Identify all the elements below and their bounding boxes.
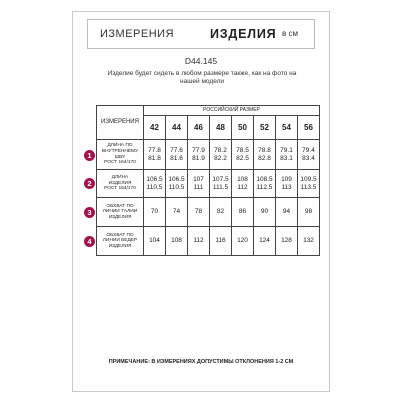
table-cell [188,140,210,170]
row-number-badge-4: 4 [84,236,95,247]
table-cell [298,170,320,198]
table-cell [254,170,276,198]
cell-value: 108.5 [256,176,273,183]
size-header: 50 [232,116,254,140]
size-header: 56 [298,116,320,140]
cell-value: 111.5 [212,183,229,191]
cell-value: 108 [237,176,248,183]
row-label [97,227,144,256]
cell-value: 82.8 [258,154,271,162]
row-label-line: ВНУТРЕННЕМУ [101,148,139,154]
table-cell: 108 [166,227,188,256]
table-row [97,140,320,170]
cell-value: 82.5 [236,154,249,162]
cell-value: 78.8 [258,147,271,154]
row-number-badge-3: 3 [84,207,95,218]
table-cell: 104 [144,227,166,256]
row-label-line: ДЛИНА [111,175,129,181]
row-label-line: ЛИНИИ БЕДЕР [102,238,138,244]
cell-value: 83.1 [280,154,293,162]
cell-value: 107.5 [212,176,229,183]
row-label-line: ЛИНИИ ТАЛИИ [102,209,138,215]
row-number-badge-2: 2 [84,178,95,189]
table-cell [210,140,232,170]
row-label-line: ИЗДЕЛИЯ [108,214,132,220]
table-cell: 132 [298,227,320,256]
row-label-line: РОСТ 164/170 [104,160,136,166]
cell-value: 109 [281,176,292,183]
size-header: 44 [166,116,188,140]
cell-value: 79.1 [280,147,293,154]
size-header: 46 [188,116,210,140]
row-label-line: РОСТ 164/170 [104,186,136,192]
table-cell [298,140,320,170]
fit-note [93,70,311,86]
table-cell: 116 [210,227,232,256]
cell-value: 81.9 [192,154,205,162]
cell-value: 112 [237,183,248,191]
article-number: D44.145 [184,56,218,66]
cell-value: 81.6 [170,154,183,162]
cell-value: 106.5 [146,176,163,183]
table-cell: 90 [254,198,276,227]
title-units: в см [282,29,298,38]
table-cell [144,140,166,170]
title-bar [87,19,315,49]
table-cell [144,170,166,198]
table-cell [166,170,188,198]
size-header: 54 [276,116,298,140]
tolerance-note: ПРИМЕЧАНИЕ: В ИЗМЕРЕНИЯХ ДОПУСТИМЫ ОТКЛОНЕНИЯ 1-2 СМ [108,359,294,365]
table-row [97,198,320,227]
table-cell [254,140,276,170]
row-label-line: ДЛИНА ПО [107,143,133,149]
table-cell [232,140,254,170]
region-header: РОССИЙСКИЙ РАЗМЕР [144,106,320,116]
fit-note-line-2: нашей модели [179,78,225,85]
table-cell: 128 [276,227,298,256]
table-cell [232,170,254,198]
cell-value: 77.9 [192,147,205,154]
row-label-line: ОБХВАТ ПО [106,203,134,209]
table-row [97,227,320,256]
cell-value: 110.5 [168,183,185,191]
cell-value: 83.4 [302,154,315,162]
row-label [97,170,144,198]
row-label-line: ИЗДЕЛИЯ [108,180,132,186]
size-header: 42 [144,116,166,140]
table-cell: 86 [232,198,254,227]
size-chart-page [72,11,330,392]
table-cell: 74 [166,198,188,227]
row-label [97,198,144,227]
table-cell: 124 [254,227,276,256]
size-header: 48 [210,116,232,140]
cell-value: 113.5 [300,183,317,191]
size-header: 52 [254,116,276,140]
row-label [97,140,144,170]
table-cell: 120 [232,227,254,256]
title-measurements: ИЗМЕРЕНИЯ [100,28,175,40]
table-cell [276,140,298,170]
row-label-line: ОБХВАТ ПО [106,232,134,238]
table-cell [188,170,210,198]
cell-value: 106.5 [168,176,185,183]
cell-value: 78.5 [236,147,249,154]
table-cell [276,170,298,198]
cell-value: 77.8 [148,147,161,154]
cell-value: 79.4 [302,147,315,154]
cell-value: 113 [281,183,292,191]
row-label-line: ИЗДЕЛИЯ [108,243,132,249]
corner-header: ИЗМЕРЕНИЯ [97,106,144,140]
table-cell: 70 [144,198,166,227]
cell-value: 78.2 [214,147,227,154]
table-row [97,170,320,198]
cell-value: 110.5 [146,183,163,191]
table-cell: 112 [188,227,210,256]
cell-value: 81.8 [148,154,161,162]
cell-value: 107 [193,176,204,183]
cell-value: 112.5 [256,183,273,191]
fit-note-line-1: Изделие будет сидеть в любом размере также, как на фото на [107,70,297,77]
row-label-line: ШВУ [114,154,126,160]
row-number-badge-1: 1 [84,150,95,161]
cell-value: 77.6 [170,147,183,154]
table-cell [166,140,188,170]
cell-value: 111 [193,183,204,191]
cell-value: 109.5 [300,176,317,183]
table-cell: 78 [188,198,210,227]
table-cell: 94 [276,198,298,227]
size-table [96,105,320,256]
table-cell: 98 [298,198,320,227]
cell-value: 82.2 [214,154,227,162]
title-product: ИЗДЕЛИЯ [210,27,277,41]
table-cell: 82 [210,198,232,227]
table-cell [210,170,232,198]
